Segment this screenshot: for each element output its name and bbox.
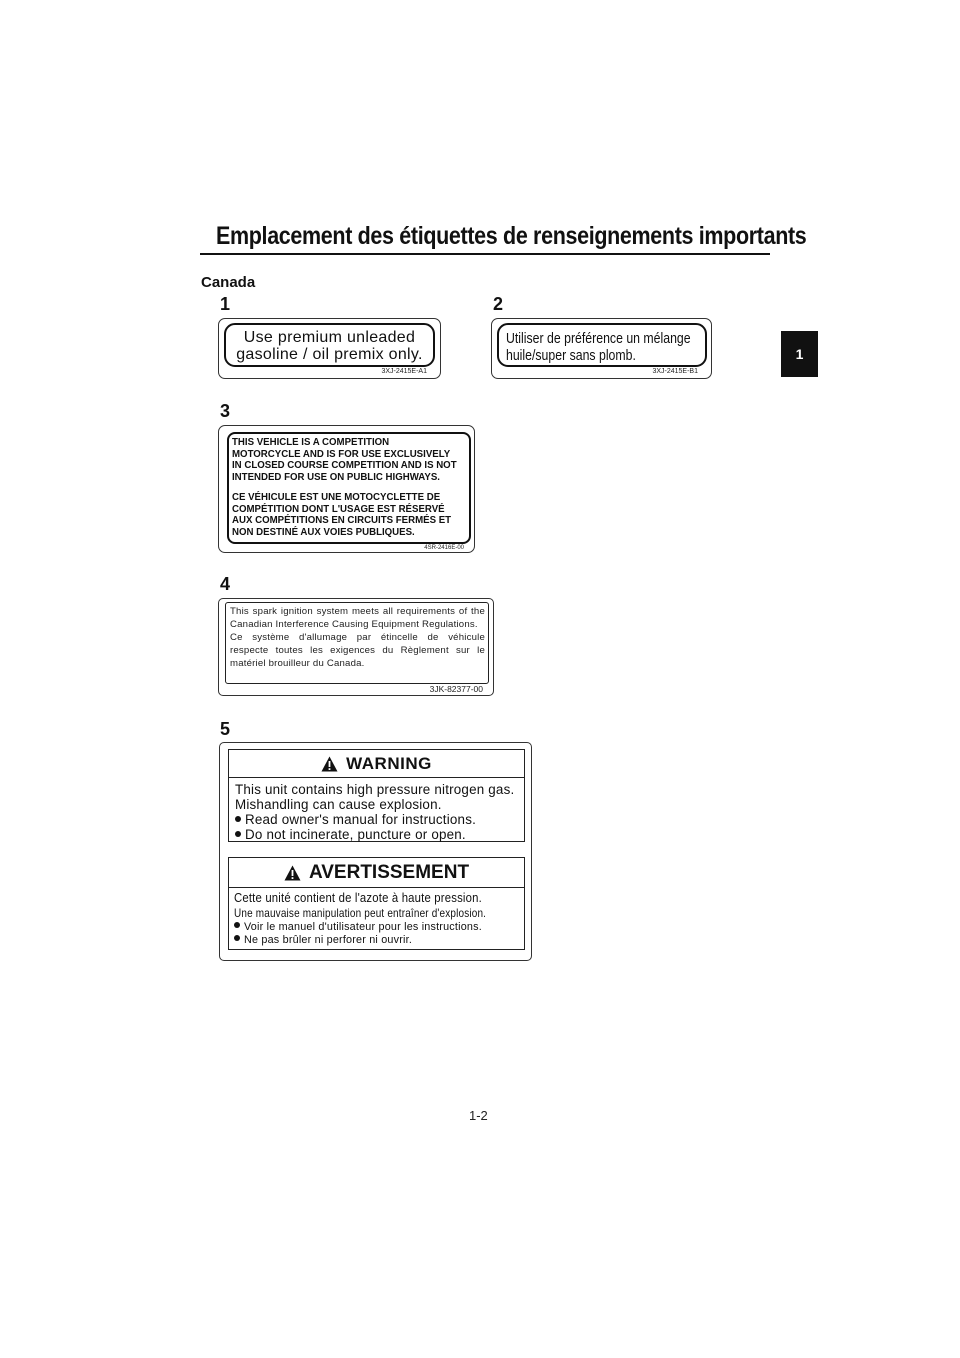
- bullet-icon: [234, 935, 240, 941]
- label-4-text-fr: Ce système d'allumage par étincelle de véhicule respecte toutes les exigences du Règlement sur le matériel brouilleur du Canada.: [230, 632, 485, 669]
- label-2-frame: [497, 323, 707, 367]
- label-1-number: 1: [220, 294, 231, 314]
- label-1-line: Use premium unleaded: [243, 329, 416, 346]
- avertissement-title: AVERTISSEMENT: [308, 861, 470, 883]
- label-4-card: [218, 598, 494, 696]
- label-2-card: [491, 318, 712, 379]
- label-2-line: huile/super sans plomb.: [506, 347, 636, 364]
- label-1-code: 3XJ-2415E-A1: [381, 368, 427, 375]
- warning-triangle-icon: [284, 865, 301, 881]
- bullet-icon: [234, 922, 240, 928]
- label-3-line: THIS VEHICLE IS A COMPETITION: [232, 437, 390, 448]
- label-2-code: 3XJ-2415E-B1: [652, 368, 698, 375]
- label-5-number: 5: [220, 719, 231, 739]
- page-number: 1-2: [469, 1108, 488, 1123]
- label-4-number: 4: [220, 574, 231, 594]
- warning-line: This unit contains high pressure nitrogen gas.: [235, 782, 515, 797]
- label-4-code: 3JK-82377-00: [429, 684, 483, 694]
- bullet-icon: [235, 831, 241, 837]
- title-divider: [200, 253, 770, 255]
- label-3-line: INTENDED FOR USE ON PUBLIC HIGHWAYS.: [232, 471, 440, 483]
- warning-bullet: Do not incinerate, puncture or open.: [245, 827, 466, 842]
- label-2-line: Utiliser de préférence un mélange: [506, 330, 691, 347]
- label-5-card: [219, 742, 532, 961]
- warning-bullet: Read owner's manual for instructions.: [245, 812, 477, 827]
- warning-line: Mishandling can cause explosion.: [235, 797, 442, 812]
- label-3-card: [218, 425, 475, 553]
- label-3-line: MOTORCYCLE AND IS FOR USE EXCLUSIVELY: [232, 448, 451, 460]
- avertissement-line: Une mauvaise manipulation peut entraîner d'explosion.: [234, 907, 487, 920]
- avertissement-bullet: Ne pas brûler ni perforer ni ouvrir.: [244, 934, 413, 946]
- label-3-line-fr: COMPÉTITION DONT L'USAGE EST RÉSERVÉ: [232, 503, 445, 515]
- label-3-line: IN CLOSED COURSE COMPETITION AND IS NOT: [232, 460, 457, 471]
- label-3-line-fr: NON DESTINÉ AUX VOIES PUBLIQUES.: [232, 526, 415, 538]
- label-4-frame: [225, 602, 489, 684]
- warning-header: [229, 750, 524, 778]
- warning-triangle-icon: [321, 756, 338, 772]
- avertissement-box: [228, 857, 525, 950]
- bullet-icon: [235, 816, 241, 822]
- label-3-line-fr: CE VÉHICULE EST UNE MOTOCYCLETTE DE: [232, 492, 441, 503]
- warning-box: [228, 749, 525, 842]
- avertissement-header: [229, 858, 524, 888]
- label-2-number: 2: [493, 294, 504, 314]
- warning-title: WARNING: [346, 753, 432, 773]
- region-label: Canada: [201, 274, 256, 291]
- label-1-card: [218, 318, 441, 379]
- page-title: Emplacement des étiquettes de renseignements importants: [216, 222, 807, 250]
- label-3-line-fr: AUX COMPÉTITIONS EN CIRCUITS FERMÉS ET: [232, 515, 452, 526]
- label-3-code: 4SR-2416E-00: [424, 545, 464, 551]
- avertissement-bullet: Voir le manuel d'utilisateur pour les instructions.: [244, 921, 482, 933]
- label-3-number: 3: [220, 401, 231, 421]
- label-4-text-en: This spark ignition system meets all requirements of the Canadian Interference Causing Equipment Regulations.: [230, 606, 485, 630]
- label-3-frame: [227, 432, 471, 544]
- chapter-tab[interactable]: 1: [781, 331, 818, 377]
- label-1-line: gasoline / oil premix only.: [236, 346, 423, 363]
- label-1-frame: [224, 323, 435, 367]
- avertissement-line: Cette unité contient de l'azote à haute pression.: [234, 891, 482, 905]
